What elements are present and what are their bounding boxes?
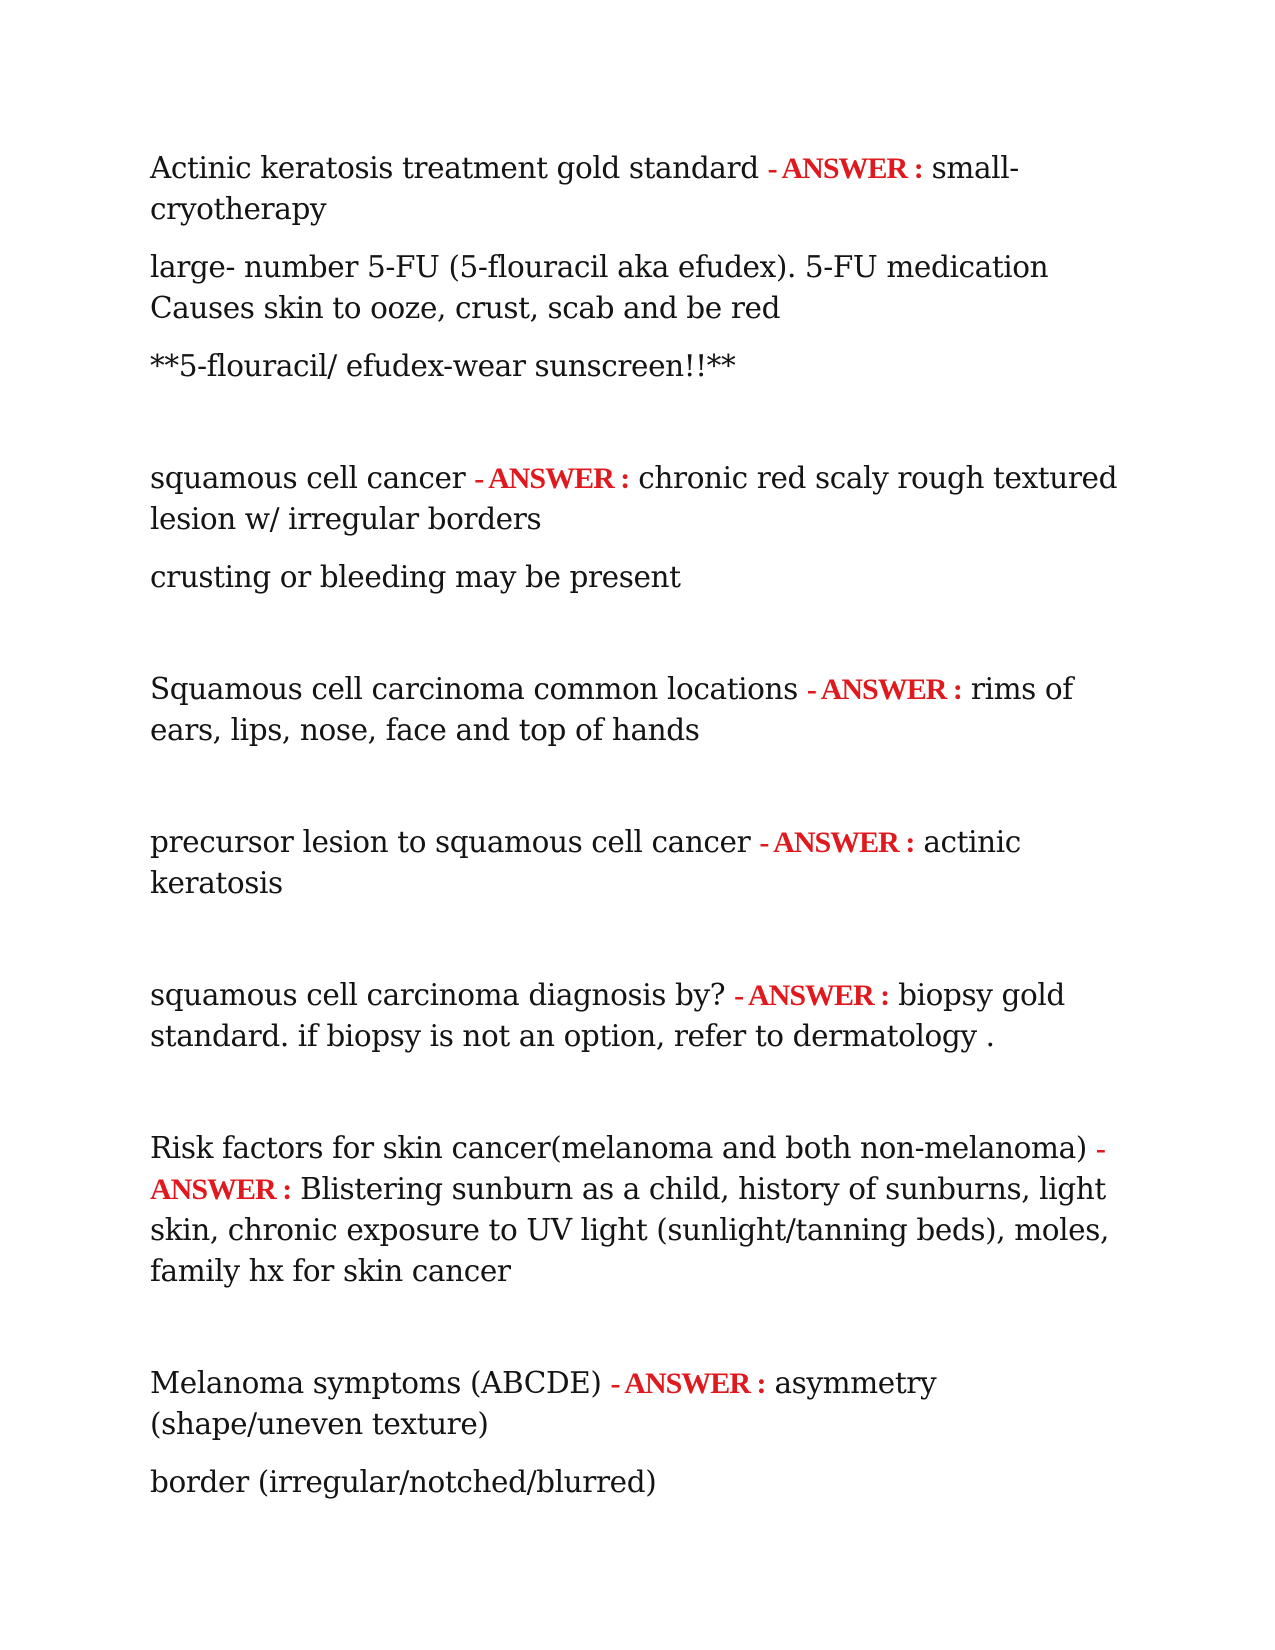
- question-text: Melanoma symptoms (ABCDE): [150, 1366, 602, 1400]
- qa-line: [150, 1128, 1120, 1292]
- answer-text: rims of ears, lips, nose, face and top of hands: [150, 672, 1073, 747]
- answer-marker: - ANSWER :: [806, 673, 962, 706]
- extra-line: large- number 5-FU (5-flouracil aka efudex). 5-FU medication Causes skin to ooze, crust, scab and be red: [150, 250, 1049, 325]
- answer-marker: - ANSWER :: [474, 462, 630, 495]
- qa-entry-squamous-cell-cancer: [150, 458, 1120, 598]
- qa-entry-scc-diagnosis: [150, 975, 1120, 1057]
- answer-text: biopsy gold standard. if biopsy is not an option, refer to dermatology .: [150, 978, 1065, 1053]
- extra-line: border (irregular/notched/blurred): [150, 1465, 657, 1499]
- qa-entry-actinic-keratosis: [150, 148, 1120, 387]
- qa-entry-precursor-lesion: [150, 822, 1120, 904]
- answer-text: asymmetry (shape/uneven texture): [150, 1366, 937, 1441]
- answer-text: small-cryotherapy: [150, 151, 1019, 226]
- question-text: squamous cell cancer: [150, 461, 466, 495]
- extra-line: crusting or bleeding may be present: [150, 560, 681, 594]
- answer-marker: - ANSWER :: [610, 1367, 766, 1400]
- answer-marker: - ANSWER :: [767, 152, 923, 185]
- qa-line: [150, 458, 1120, 540]
- qa-line: [150, 822, 1120, 904]
- document-page: [150, 148, 1120, 1503]
- answer-marker: - ANSWER :: [759, 826, 915, 859]
- question-text: Risk factors for skin cancer(melanoma and both non-melanoma): [150, 1131, 1087, 1165]
- answer-marker: - ANSWER :: [150, 1132, 1105, 1206]
- answer-text: actinic keratosis: [150, 825, 1021, 900]
- qa-line: [150, 1363, 1120, 1445]
- answer-text: chronic red scaly rough textured lesion w/ irregular borders: [150, 461, 1118, 536]
- answer-text: Blistering sunburn as a child, history of sunburns, light skin, chronic exposure to UV light (sunlight/tanning beds), moles, family hx for skin cancer: [150, 1172, 1109, 1288]
- qa-entry-scc-locations: [150, 669, 1120, 751]
- question-text: precursor lesion to squamous cell cancer: [150, 825, 751, 859]
- qa-line: [150, 669, 1120, 751]
- qa-entry-melanoma-symptoms: [150, 1363, 1120, 1503]
- question-text: Squamous cell carcinoma common locations: [150, 672, 798, 706]
- question-text: Actinic keratosis treatment gold standard: [150, 151, 759, 185]
- qa-line: [150, 975, 1120, 1057]
- qa-entry-risk-factors: [150, 1128, 1120, 1292]
- extra-line: **5-flouracil/ efudex-wear sunscreen!!**: [150, 349, 736, 383]
- question-text: squamous cell carcinoma diagnosis by?: [150, 978, 726, 1012]
- qa-line: [150, 148, 1120, 230]
- answer-marker: - ANSWER :: [734, 979, 890, 1012]
